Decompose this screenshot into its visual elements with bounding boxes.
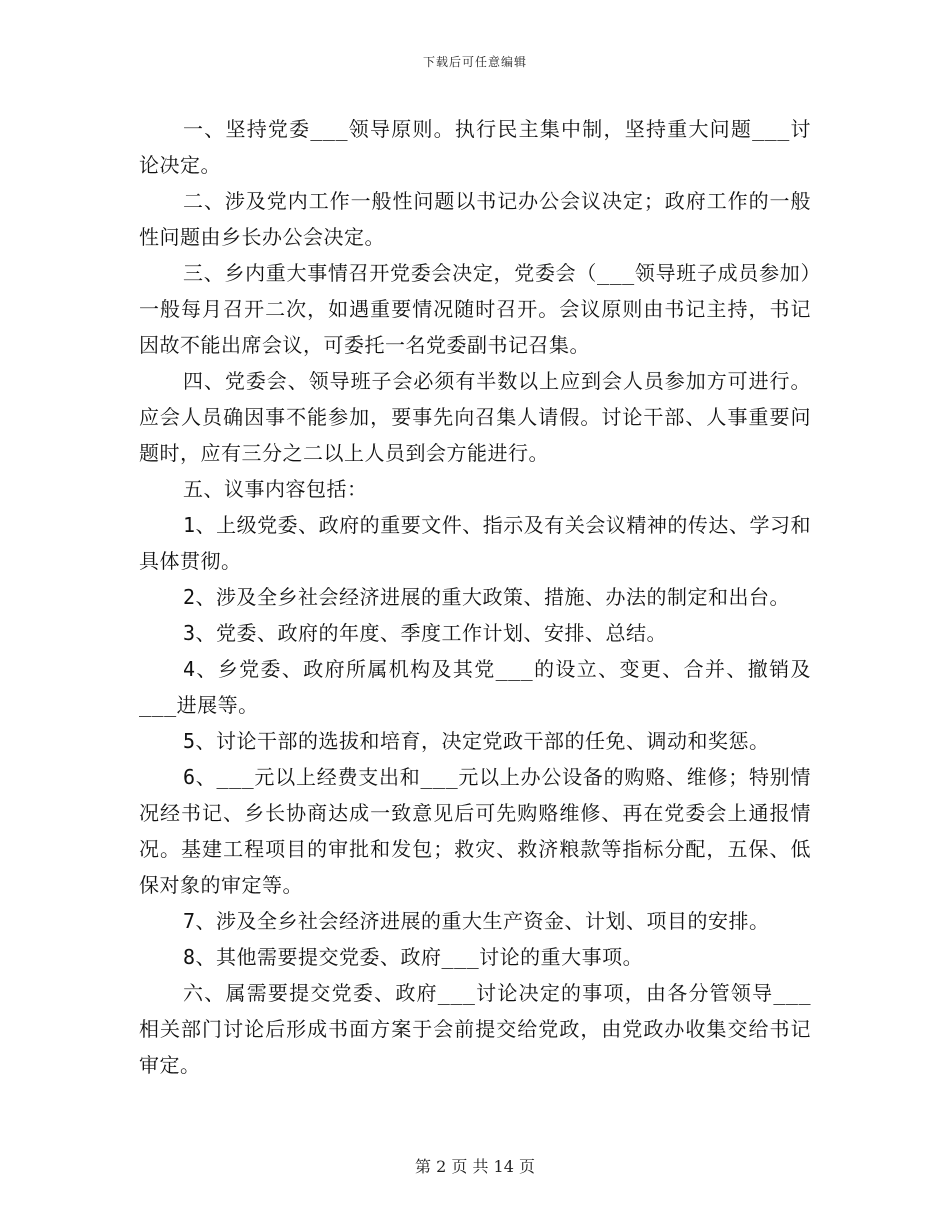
- list-item-6: 6、___元以上经费支出和___元以上办公设备的购赂、维修；特别情况经书记、乡长协商达成一致意见后可先购赂维修、再在党委会上通报情况。基建工程项目的审批和发包；救灾、救济粮款等指标分配，五保、低保对象的审定等。: [139, 765, 811, 897]
- list-item-4: 4、乡党委、政府所属机构及其党___的设立、变更、合并、撤销及___进展等。: [139, 657, 811, 717]
- list-item-8: 8、其他需要提交党委、政府___讨论的重大事项。: [183, 945, 644, 969]
- list-item-7: 7、涉及全乡社会经济进展的重大生产资金、计划、项目的安排。: [183, 909, 770, 933]
- paragraph-3: 三、乡内重大事情召开党委会决定，党委会（___领导班子成员参加）一般每月召开二次，如遇重要情况随时召开。会议原则由书记主持，书记因故不能出席会议，可委托一名党委副书记召集。: [139, 261, 811, 357]
- list-item-5: 5、讨论干部的选拔和培育，决定党政干部的任免、调动和奖惩。: [183, 729, 770, 753]
- paragraph-6: 六、属需要提交党委、政府___讨论决定的事项，由各分管领导___相关部门讨论后形成书面方案于会前提交给党政，由党政办收集交给书记审定。: [139, 981, 811, 1077]
- paragraph-1: 一、坚持党委___领导原则。执行民主集中制，坚持重大问题___讨论决定。: [139, 117, 811, 177]
- paragraph-5: 五、议事内容包括：: [183, 477, 368, 501]
- page-number: 第 2 页 共 14 页: [415, 1157, 535, 1176]
- list-item-2: 2、涉及全乡社会经济进展的重大政策、措施、办法的制定和出台。: [183, 585, 791, 609]
- page-header: 下载后可任意编辑: [422, 55, 527, 69]
- paragraph-4: 四、党委会、领导班子会必须有半数以上应到会人员参加方可进行。应会人员确因事不能参加，要事先向召集人请假。讨论干部、人事重要问题时，应有三分之二以上人员到会方能进行。: [139, 369, 811, 465]
- list-item-3: 3、党委、政府的年度、季度工作计划、安排、总结。: [183, 621, 668, 645]
- document-body: [139, 111, 811, 1083]
- list-item-1: 1、上级党委、政府的重要文件、指示及有关会议精神的传达、学习和具体贯彻。: [139, 513, 811, 573]
- paragraph-2: 二、涉及党内工作一般性问题以书记办公会议决定；政府工作的一般性问题由乡长办公会决定。: [139, 189, 811, 249]
